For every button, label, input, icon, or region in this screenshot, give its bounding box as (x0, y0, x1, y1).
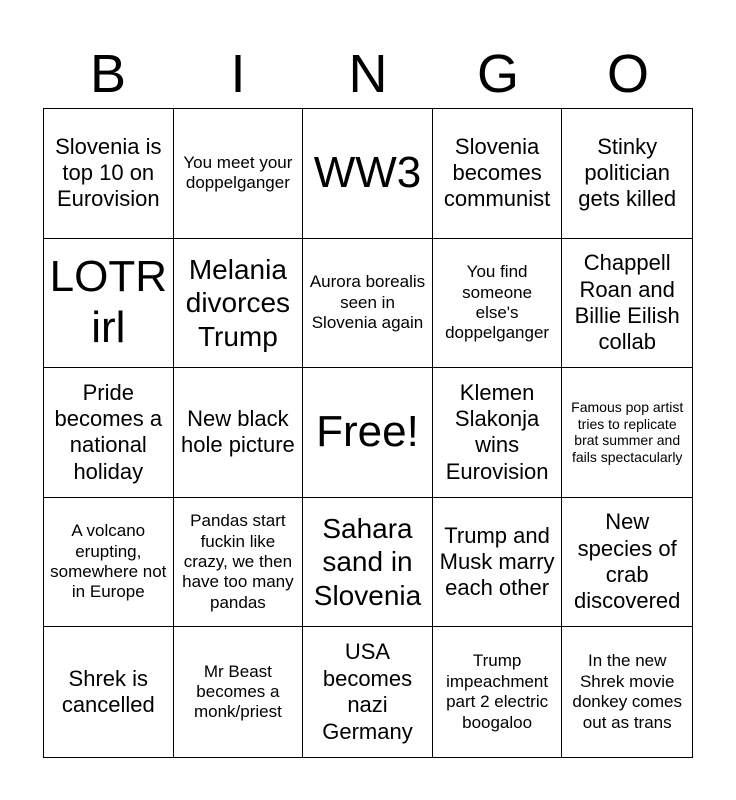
bingo-cell-r3c1[interactable]: Pride becomes a national holiday (44, 368, 174, 498)
bingo-cell-r4c2[interactable]: Pandas start fuckin like crazy, we then have too many pandas (174, 498, 304, 628)
bingo-cell-r5c2[interactable]: Mr Beast becomes a monk/priest (174, 627, 304, 757)
bingo-cell-r4c5[interactable]: New species of crab discovered (562, 498, 692, 628)
bingo-cell-r1c3[interactable]: WW3 (303, 109, 433, 239)
bingo-cell-r1c4[interactable]: Slovenia becomes communist (433, 109, 563, 239)
bingo-cell-r1c5[interactable]: Stinky politician gets killed (562, 109, 692, 239)
bingo-cell-r2c2[interactable]: Melania divorces Trump (174, 239, 304, 369)
header-letter-b: B (89, 44, 127, 104)
bingo-cell-r2c3[interactable]: Aurora borealis seen in Slovenia again (303, 239, 433, 369)
bingo-cell-r2c5[interactable]: Chappell Roan and Billie Eilish collab (562, 239, 692, 369)
bingo-cell-r2c4[interactable]: You find someone else's doppelganger (433, 239, 563, 369)
bingo-card-grid (43, 108, 693, 758)
bingo-cell-r4c4[interactable]: Trump and Musk marry each other (433, 498, 563, 628)
bingo-cell-r5c1[interactable]: Shrek is cancelled (44, 627, 174, 757)
bingo-header (43, 40, 693, 108)
bingo-cell-r3c2[interactable]: New black hole picture (174, 368, 304, 498)
bingo-cell-free[interactable]: Free! (303, 368, 433, 498)
bingo-cell-r4c1[interactable]: A volcano erupting, somewhere not in Europe (44, 498, 174, 628)
bingo-cell-r5c4[interactable]: Trump impeachment part 2 electric boogaloo (433, 627, 563, 757)
header-letter-g: G (476, 44, 519, 104)
bingo-cell-r5c3[interactable]: USA becomes nazi Germany (303, 627, 433, 757)
header-letter-o: O (606, 44, 649, 104)
header-letter-n: N (348, 44, 388, 104)
bingo-cell-r5c5[interactable]: In the new Shrek movie donkey comes out as trans (572, 651, 682, 732)
bingo-cell-r1c2[interactable]: You meet your doppelganger (174, 109, 304, 239)
bingo-cell-r3c5[interactable]: Famous pop artist tries to replicate brat summer and fails spectacularly (562, 368, 692, 498)
bingo-cell-r2c1[interactable]: LOTR irl (44, 239, 174, 369)
bingo-cell-r3c4[interactable]: Klemen Slakonja wins Eurovision (433, 368, 563, 498)
bingo-cell-r1c1[interactable]: Slovenia is top 10 on Eurovision (44, 109, 174, 239)
header-letter-i: I (230, 44, 246, 104)
bingo-cell-r4c3[interactable]: Sahara sand in Slovenia (303, 498, 433, 628)
